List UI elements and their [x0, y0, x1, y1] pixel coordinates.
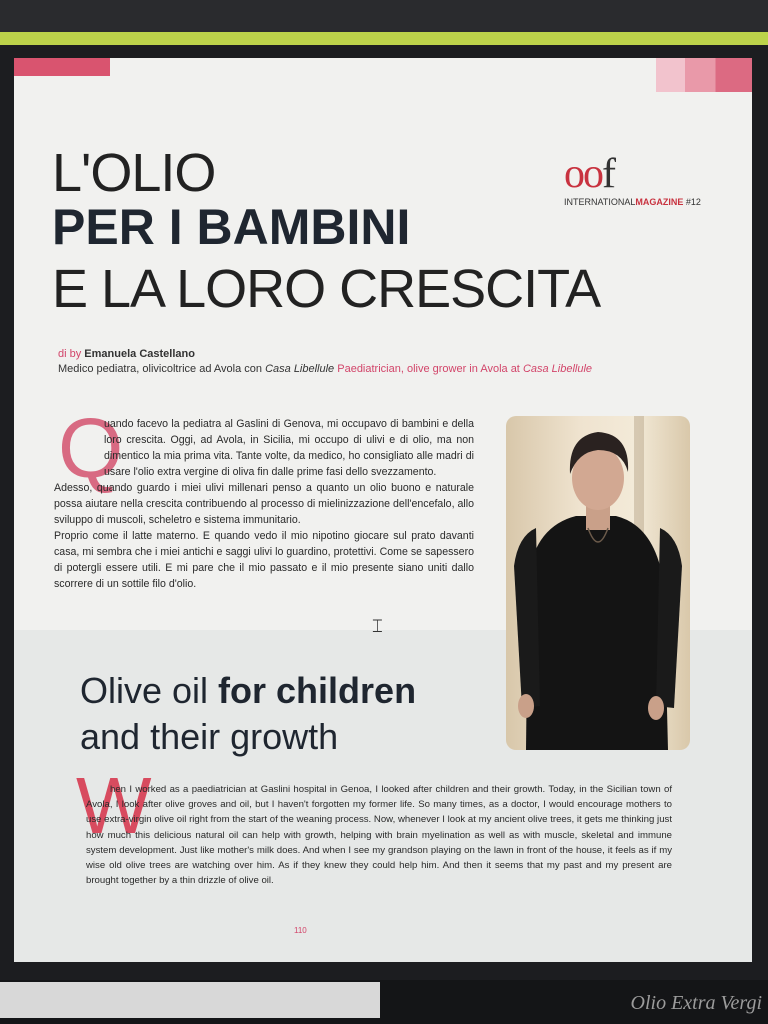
screen-bezel-top	[0, 0, 768, 32]
english-body	[86, 782, 672, 888]
role-english-place: Casa Libellule	[522, 363, 593, 375]
english-title-bold: for children	[218, 670, 417, 711]
italian-paragraph-1: uando facevo la pediatra al Gaslini di Genova, mi occupavo di bambini e della loro crescita. Oggi, ad Avola, in Sicilia, mi occupo di ulivi e di olio, ma non dimentico la mia prima vita. Tante volte, da medico, ho consigliato alle madri di usare l'olio extra vergine di oliva fin dalle prime fasi dello svezzamento.	[104, 418, 474, 478]
page-number: 110	[294, 926, 307, 935]
english-title	[80, 668, 416, 760]
dropcap-q: Q	[58, 401, 124, 495]
title-line-2: PER I BAMBINI	[52, 199, 411, 255]
pink-strip-left	[14, 58, 110, 76]
byline	[58, 348, 195, 360]
screen-reflection	[0, 982, 380, 1018]
english-title-part1: Olive oil	[80, 670, 219, 711]
oof-logo	[564, 150, 614, 198]
italian-body	[54, 416, 474, 592]
title-line-3: E LA LORO CRESCITA	[52, 259, 601, 319]
italian-paragraph-3: Proprio come il latte materno. E quando vedo il mio nipotino giocare sul prato davanti casa, mi sembra che i miei antichi e saggi ulivi lo guardino, protettivi. Come se sapessero di potergli essere utili. E mi pare che il mio passato e il mio presente siano uniti dallo scorrere di un sottile filo d'olio.	[54, 530, 474, 590]
magazine-page	[14, 58, 752, 962]
magazine-prefix: INTERNATIONAL	[564, 197, 636, 207]
lime-top-bar	[0, 32, 768, 45]
english-paragraph: hen I worked as a paediatrician at Gaslini hospital in Genoa, I looked after children and their growth. Today, in the Sicilian town of Avola, I look after olive groves and oil, but I haven't forgotten my former life. So many times, as a doctor, I would encourage mothers to use extra-virgin olive oil right from the start of the weaning process. Now, whenever I look at my ancient olive trees, it gets me thinking just how much this delicious natural oil can help with growth, helping with brain myelination as well as with muscle, skeletal and immune system development. Just like mother's milk does. And when I see my grandson playing on the lawn in front of the house, it feels as if my wise old olive trees are watching over him. As if they knew they could help him. And then it seems that my past and my present are brought together by a thin drizzle of olive oil.	[86, 784, 672, 887]
pink-strip-right	[656, 58, 752, 92]
by-prefix: di by	[58, 348, 85, 360]
magazine-word: MAGAZINE	[635, 197, 684, 207]
author-portrait-illustration	[506, 416, 690, 750]
magazine-issue: #12	[683, 197, 701, 207]
watermark-text: Olio Extra Vergi	[630, 992, 762, 1014]
magazine-issue-line	[564, 197, 701, 207]
author-photo	[506, 416, 690, 750]
title-line-1: L'OLIO	[52, 143, 216, 203]
dropcap-w: W	[76, 761, 152, 850]
author-name: Emanuela Castellano	[84, 348, 195, 360]
role-italian: Medico pediatra, olivicoltrice ad Avola con	[58, 363, 266, 375]
role-english: Paediatrician, olive grower in Avola at	[334, 363, 523, 375]
author-role	[58, 363, 592, 375]
text-cursor-icon: ⌶	[372, 616, 383, 636]
role-italian-place: Casa Libellule	[265, 363, 335, 375]
english-title-line2: and their growth	[80, 716, 339, 757]
italian-paragraph-2: Adesso, quando guardo i miei ulivi millenari penso a quanto un olio buono e naturale possa aiutare nella crescita contribuendo al processo di mielinizzazione dell'encefalo, allo sviluppo di muscoli, scheletro e sistema immunitario.	[54, 482, 474, 526]
logo-oo: oo	[564, 151, 602, 197]
logo-f: f	[602, 151, 614, 197]
